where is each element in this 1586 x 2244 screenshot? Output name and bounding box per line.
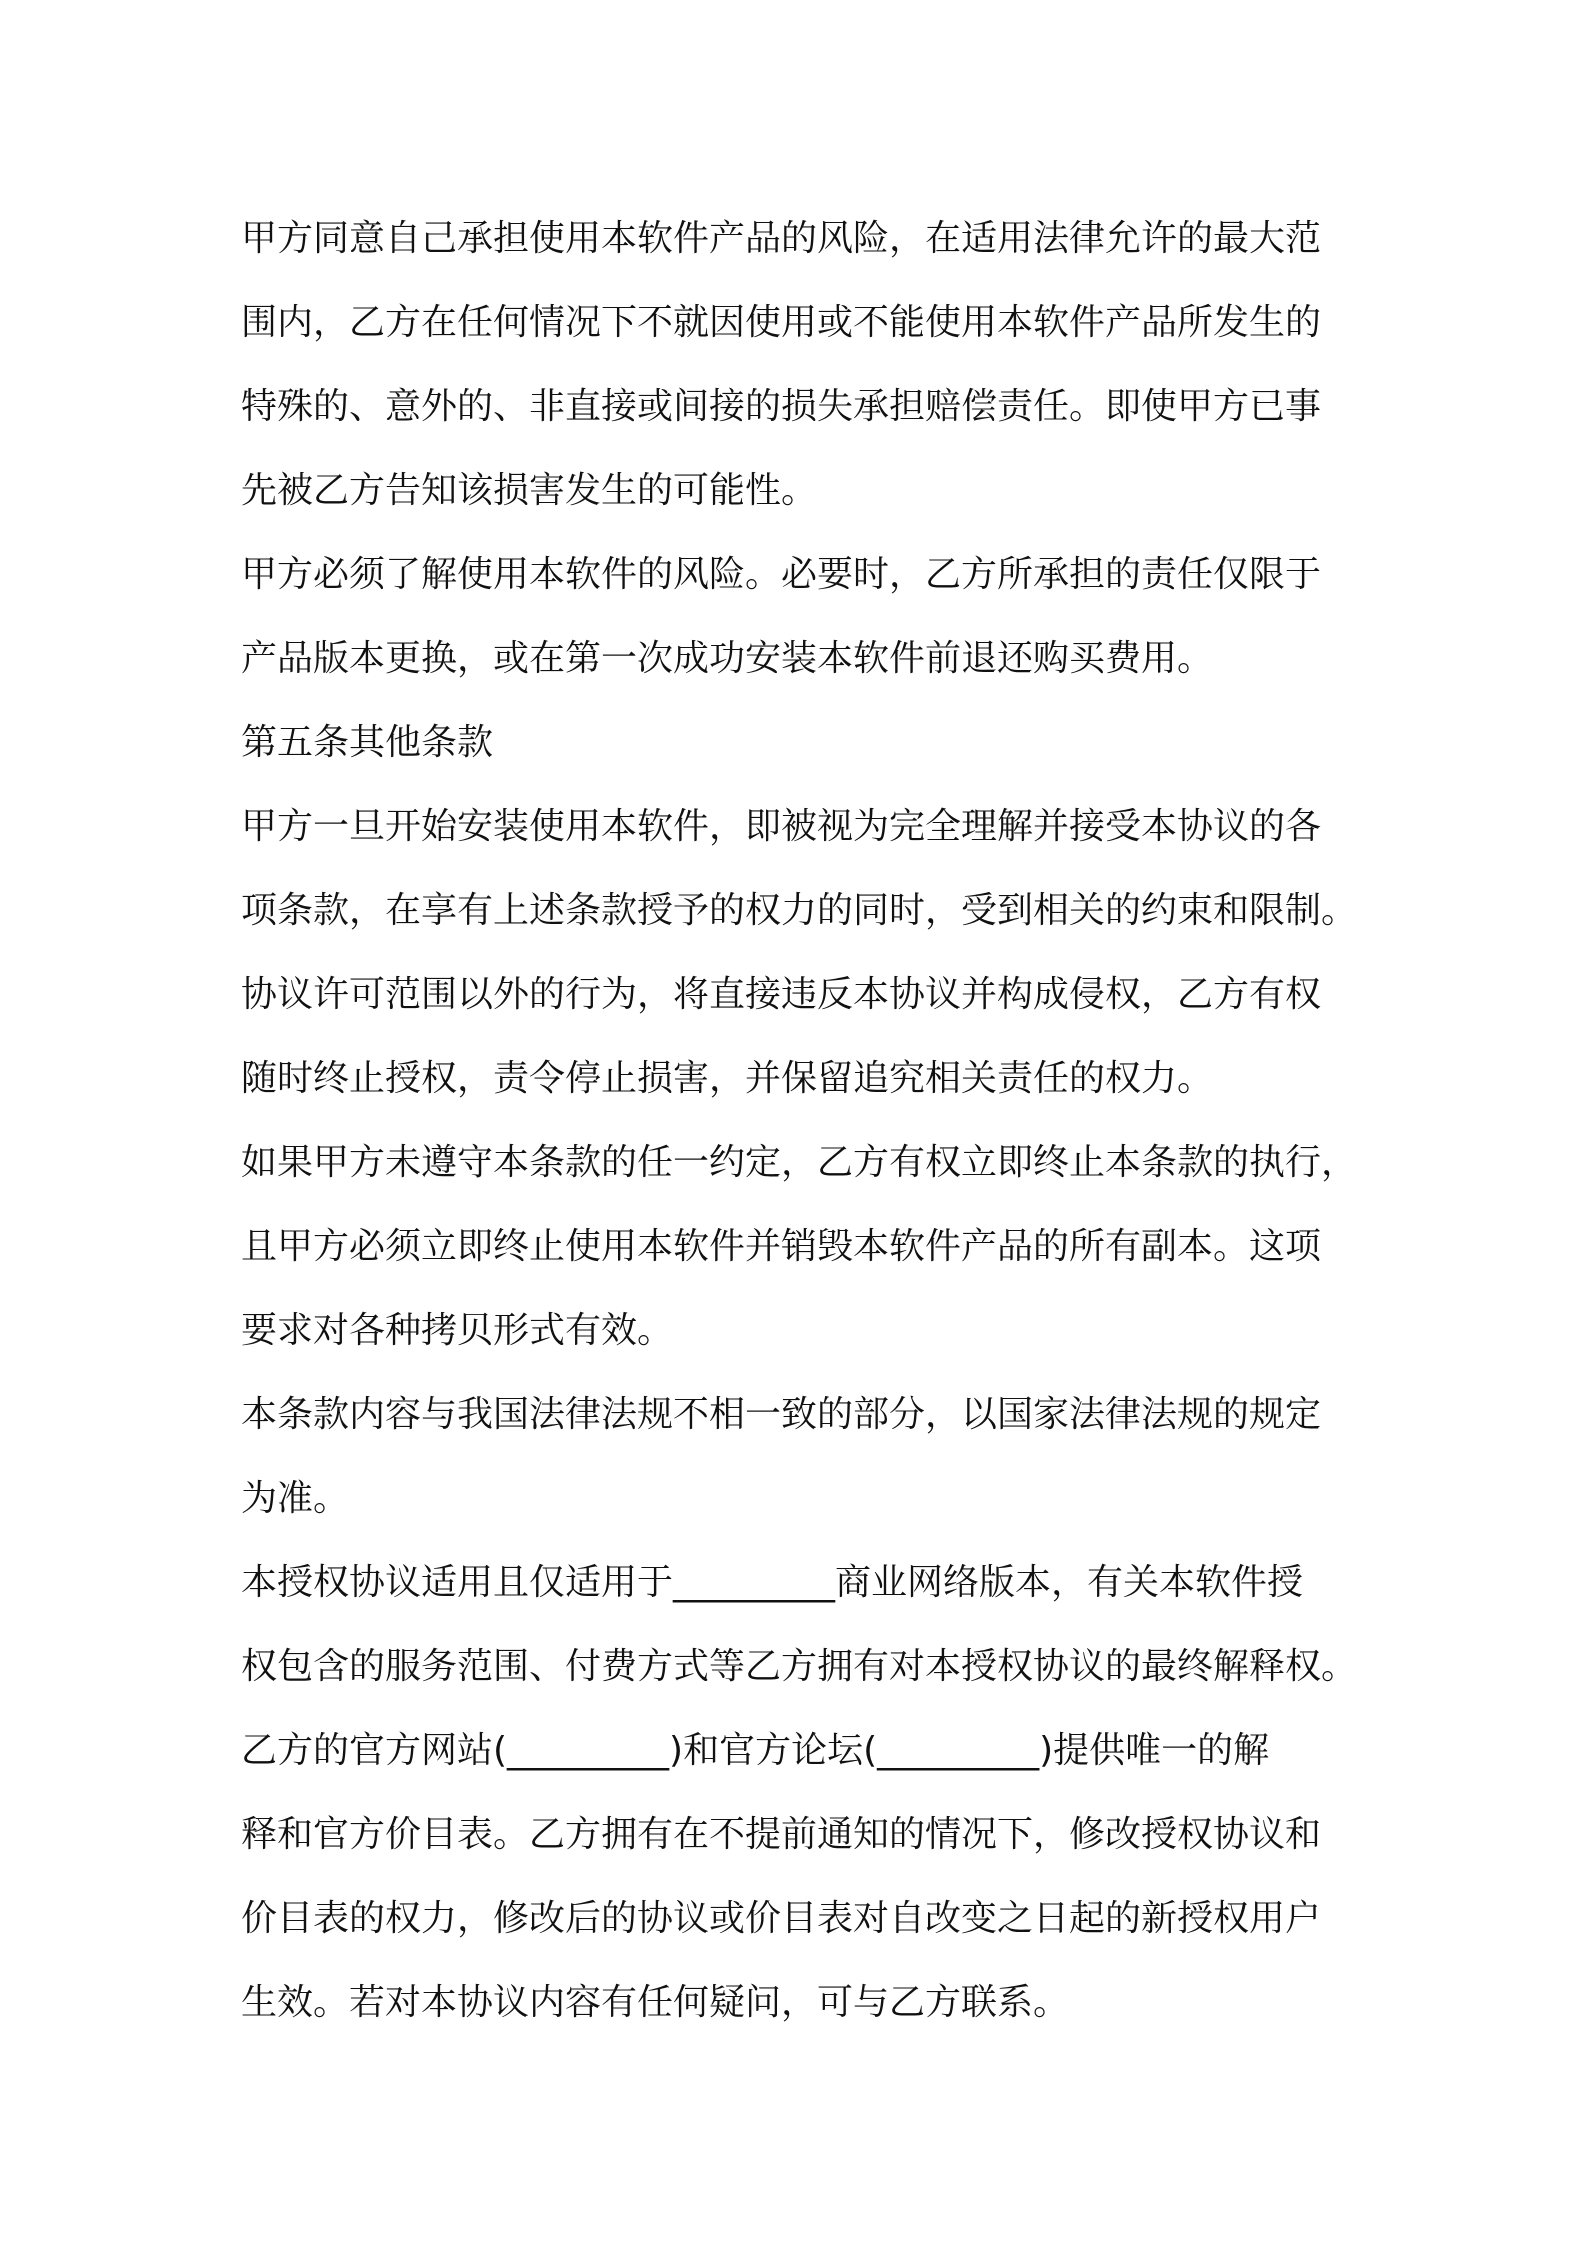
text-line: 甲方必须了解使用本软件的风险。必要时，乙方所承担的责任仅限于 xyxy=(241,554,1322,595)
text-line: 随时终止授权，责令停止损害，并保留追究相关责任的权力。 xyxy=(241,1058,1214,1099)
text-line: 本条款内容与我国法律法规不相一致的部分，以国家法律法规的规定 xyxy=(241,1394,1322,1435)
text-line: 甲方一旦开始安装使用本软件，即被视为完全理解并接受本协议的各 xyxy=(241,806,1322,847)
text-line: 为准。 xyxy=(241,1478,350,1519)
text-line: 本授权协议适用且仅适用于_________商业网络版本，有关本软件授 xyxy=(241,1562,1304,1603)
text-line: 乙方的官方网站(_________)和官方论坛(_________)提供唯一的解 xyxy=(241,1730,1270,1771)
text-line: 甲方同意自己承担使用本软件产品的风险，在适用法律允许的最大范 xyxy=(241,218,1322,259)
text-line: 释和官方价目表。乙方拥有在不提前通知的情况下，修改授权协议和 xyxy=(241,1814,1322,1855)
text-line: 产品版本更换，或在第一次成功安装本软件前退还购买费用。 xyxy=(241,638,1214,679)
text-line: 项条款，在享有上述条款授予的权力的同时，受到相关的约束和限制。 xyxy=(241,890,1358,931)
text-line: 要求对各种拷贝形式有效。 xyxy=(241,1310,674,1351)
document-body xyxy=(241,197,1361,2045)
text-line: 且甲方必须立即终止使用本软件并销毁本软件产品的所有副本。这项 xyxy=(241,1226,1322,1267)
text-line: 生效。若对本协议内容有任何疑问，可与乙方联系。 xyxy=(241,1982,1070,2023)
text-line: 协议许可范围以外的行为，将直接违反本协议并构成侵权，乙方有权 xyxy=(241,974,1322,1015)
text-line: 围内，乙方在任何情况下不就因使用或不能使用本软件产品所发生的 xyxy=(241,302,1322,343)
section-heading: 第五条其他条款 xyxy=(241,722,494,763)
text-line: 特殊的、意外的、非直接或间接的损失承担赔偿责任。即使甲方已事 xyxy=(241,386,1322,427)
text-line: 权包含的服务范围、付费方式等乙方拥有对本授权协议的最终解释权。 xyxy=(241,1646,1358,1687)
text-line: 如果甲方未遵守本条款的任一约定，乙方有权立即终止本条款的执行， xyxy=(241,1142,1358,1183)
text-line: 价目表的权力，修改后的协议或价目表对自改变之日起的新授权用户 xyxy=(241,1898,1322,1939)
text-line: 先被乙方告知该损害发生的可能性。 xyxy=(241,470,818,511)
